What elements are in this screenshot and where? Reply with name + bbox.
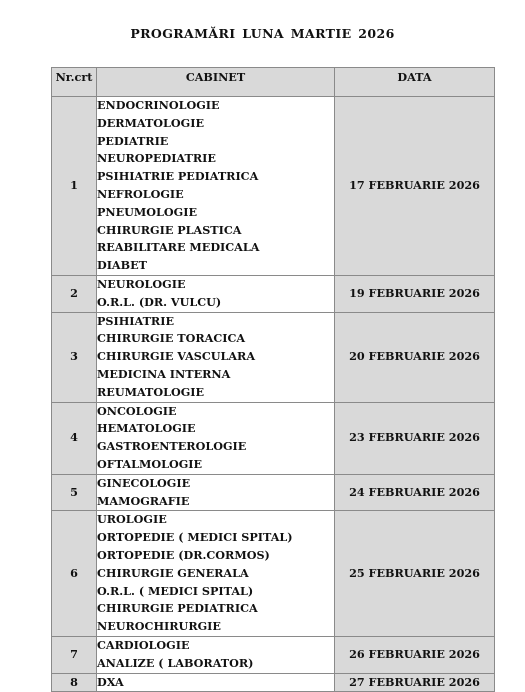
- column-header-data: DATA: [335, 68, 495, 97]
- row-number: 4: [52, 402, 97, 474]
- cabinet-list: [97, 312, 335, 402]
- appointment-date: 25 FEBRUARIE 2026: [335, 511, 495, 637]
- cabinet-item: NEFROLOGIE: [97, 186, 184, 201]
- cabinet-item: CHIRURGIE VASCULARA: [97, 349, 256, 364]
- cabinet-list: [97, 402, 335, 474]
- cabinet-item: CARDIOLOGIE: [97, 637, 190, 652]
- row-number: 6: [52, 511, 97, 637]
- cabinet-item: UROLOGIE: [97, 512, 167, 527]
- cabinet-item: ANALIZE ( LABORATOR): [97, 655, 254, 670]
- row-number: 2: [52, 275, 97, 312]
- cabinet-item: ORTOPEDIE (DR.CORMOS): [97, 547, 270, 562]
- cabinet-item: NEUROCHIRURGIE: [97, 619, 221, 634]
- table-row: [52, 402, 495, 474]
- cabinet-item: PSIHIATRIE PEDIATRICA: [97, 169, 259, 184]
- row-number: 3: [52, 312, 97, 402]
- cabinet-list: [97, 275, 335, 312]
- cabinet-item: CHIRURGIE PLASTICA: [97, 222, 242, 237]
- cabinet-item: REABILITARE MEDICALA: [97, 240, 260, 255]
- row-number: 1: [52, 97, 97, 276]
- cabinet-item: PSIHIATRIE: [97, 313, 174, 328]
- appointment-date: 26 FEBRUARIE 2026: [335, 636, 495, 673]
- cabinet-item: PNEUMOLOGIE: [97, 204, 197, 219]
- appointment-date: 23 FEBRUARIE 2026: [335, 402, 495, 474]
- cabinet-item: CHIRURGIE TORACICA: [97, 331, 246, 346]
- table-row: [52, 275, 495, 312]
- cabinet-item: REUMATOLOGIE: [97, 384, 205, 399]
- cabinet-item: NEUROLOGIE: [97, 276, 186, 291]
- row-number: 7: [52, 636, 97, 673]
- table-row: [52, 97, 495, 276]
- cabinet-item: NEUROPEDIATRIE: [97, 151, 216, 166]
- appointment-date: 24 FEBRUARIE 2026: [335, 474, 495, 511]
- cabinet-item: DIABET: [97, 258, 147, 273]
- cabinet-item: DXA: [97, 674, 124, 689]
- cabinet-list: [97, 673, 335, 692]
- table-row: [52, 511, 495, 637]
- cabinet-item: MEDICINA INTERNA: [97, 366, 231, 381]
- cabinet-item: ORTOPEDIE ( MEDICI SPITAL): [97, 530, 293, 545]
- appointment-date: 17 FEBRUARIE 2026: [335, 97, 495, 276]
- cabinet-item: MAMOGRAFIE: [97, 493, 190, 508]
- column-header-nr: Nr.crt: [52, 68, 97, 97]
- cabinet-item: OFTALMOLOGIE: [97, 456, 203, 471]
- appointment-date: 19 FEBRUARIE 2026: [335, 275, 495, 312]
- cabinet-item: O.R.L. (DR. VULCU): [97, 294, 222, 309]
- cabinet-list: [97, 97, 335, 276]
- cabinet-item: ONCOLOGIE: [97, 403, 177, 418]
- table-row: [52, 474, 495, 511]
- cabinet-list: [97, 636, 335, 673]
- cabinet-item: GASTROENTEROLOGIE: [97, 439, 247, 454]
- appointment-date: 20 FEBRUARIE 2026: [335, 312, 495, 402]
- cabinet-item: CHIRURGIE GENERALA: [97, 565, 249, 580]
- cabinet-list: [97, 474, 335, 511]
- table-row: [52, 673, 495, 692]
- cabinet-item: ENDOCRINOLOGIE: [97, 98, 220, 112]
- table-row: [52, 312, 495, 402]
- cabinet-item: HEMATOLOGIE: [97, 421, 196, 436]
- appointment-date: 27 FEBRUARIE 2026: [335, 673, 495, 692]
- schedule-table: [51, 67, 495, 692]
- cabinet-item: CHIRURGIE PEDIATRICA: [97, 601, 258, 616]
- cabinet-item: PEDIATRIE: [97, 133, 169, 148]
- column-header-cabinet: CABINET: [97, 68, 335, 97]
- cabinet-item: DERMATOLOGIE: [97, 115, 204, 130]
- table-row: [52, 636, 495, 673]
- page-title: PROGRAMĂRI LUNA MARTIE 2026: [130, 26, 395, 41]
- row-number: 5: [52, 474, 97, 511]
- cabinet-item: O.R.L. ( MEDICI SPITAL): [97, 583, 254, 598]
- table-header-row: [52, 68, 495, 97]
- cabinet-list: [97, 511, 335, 637]
- cabinet-item: GINECOLOGIE: [97, 475, 191, 490]
- row-number: 8: [52, 673, 97, 692]
